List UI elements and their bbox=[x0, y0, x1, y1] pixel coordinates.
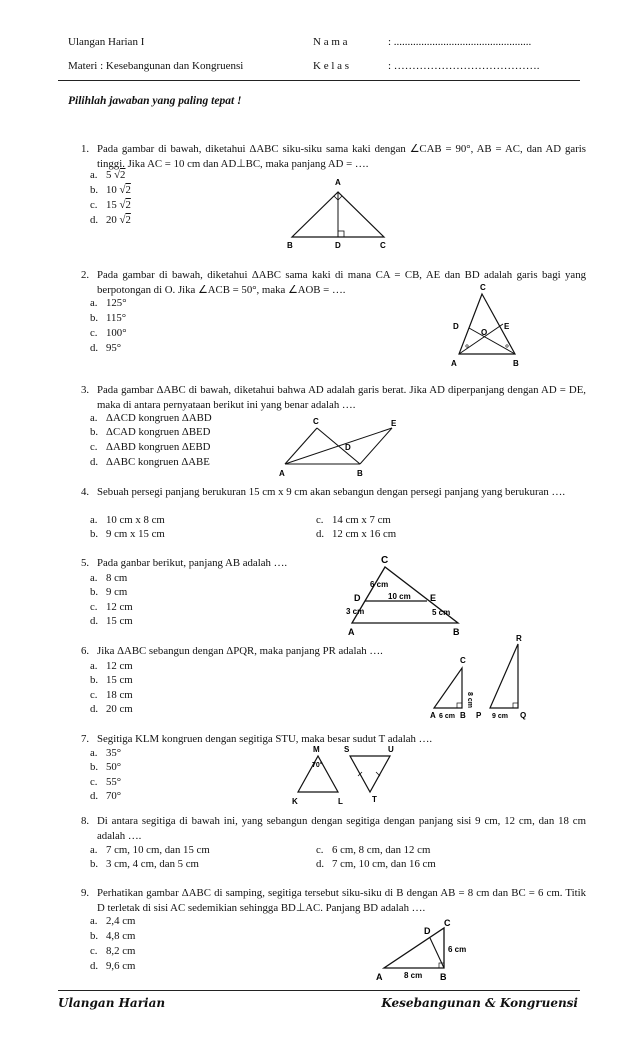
question-3 bbox=[81, 383, 586, 412]
question-text: Pada ganbar berikut, panjang AB adalah …. bbox=[97, 557, 288, 569]
instruction: Pilihlah jawaban yang paling tepat ! bbox=[68, 95, 242, 107]
length-de: 10 cm bbox=[388, 592, 411, 601]
label-c: C bbox=[480, 283, 486, 292]
label-a: A bbox=[376, 972, 383, 982]
header-subject: Materi : Kesebangunan dan Kongruensi bbox=[68, 60, 244, 72]
length-eb: 5 cm bbox=[432, 608, 451, 617]
option-2b: b. 115° bbox=[90, 312, 127, 324]
label-d: D bbox=[453, 322, 459, 331]
label-r: R bbox=[516, 634, 522, 643]
class-label: K e l a s bbox=[313, 60, 350, 72]
label-e: E bbox=[430, 593, 437, 603]
option-3a: a. ΔACD kongruen ΔABD bbox=[90, 412, 212, 424]
label-e: E bbox=[504, 322, 510, 331]
option-1c: c. 15 √2 bbox=[90, 199, 131, 211]
question-text: Pada gambar di bawah, diketahui ΔABC sama kaki di mana CA = CB, AE dan BD adalah garis bagi yang berpotongan di O. Jika ∠ACB = 50°, maka ∠AOB = …. bbox=[97, 269, 586, 296]
label-d: D bbox=[335, 241, 341, 250]
label-b: B bbox=[460, 711, 466, 720]
label-m: M bbox=[313, 745, 320, 754]
figure-q2-triangle bbox=[445, 280, 525, 370]
option-7b: b. 50° bbox=[90, 761, 122, 773]
question-number: 8. bbox=[81, 815, 90, 827]
label-b: B bbox=[287, 241, 293, 250]
length-cd: 6 cm bbox=[370, 580, 389, 589]
figure-q5-triangle bbox=[340, 553, 470, 639]
name-field: : .................................................. bbox=[388, 36, 532, 48]
option-3d: d. ΔABC kongruen ΔABE bbox=[90, 456, 210, 468]
label-b: B bbox=[440, 972, 447, 982]
label-a: A bbox=[279, 469, 285, 478]
header-title: Ulangan Harian I bbox=[68, 36, 145, 48]
label-c: C bbox=[313, 417, 319, 426]
footer-left: Ulangan Harian bbox=[58, 996, 166, 1010]
label-a: A bbox=[335, 178, 341, 187]
question-number: 3. bbox=[81, 384, 90, 396]
label-a: A bbox=[451, 359, 457, 368]
option-9d: d. 9,6 cm bbox=[90, 960, 136, 972]
label-d: D bbox=[354, 593, 361, 603]
option-5d: d. 15 cm bbox=[90, 615, 133, 627]
question-text: Segitiga KLM kongruen dengan segitiga STU, maka besar sudut T adalah …. bbox=[97, 733, 433, 745]
length-ad: 3 cm bbox=[346, 607, 365, 616]
label-k: K bbox=[292, 797, 298, 806]
label-d: D bbox=[424, 926, 431, 936]
question-number: 1. bbox=[81, 143, 90, 155]
label-p: P bbox=[476, 711, 482, 720]
option-3b: b. ΔCAD kongruen ΔBED bbox=[90, 426, 211, 438]
option-1b: b. 10 √2 bbox=[90, 184, 131, 196]
option-2a: a. 125° bbox=[90, 297, 127, 309]
question-text: Perhatikan gambar ΔABC di samping, segitiga tersebut siku-siku di B dengan AB = 8 cm dan BC = 6 cm. Titik D terletak di sisi AC sedemikian sehingga BD⊥AC. Panjang BD adalah …. bbox=[97, 887, 586, 914]
option-9c: c. 8,2 cm bbox=[90, 945, 136, 957]
question-8 bbox=[81, 814, 586, 843]
label-a: A bbox=[430, 711, 436, 720]
question-number: 9. bbox=[81, 887, 90, 899]
name-label: N a m a bbox=[313, 36, 348, 48]
question-number: 7. bbox=[81, 733, 90, 745]
label-u: U bbox=[388, 745, 394, 754]
figure-q1-triangle bbox=[280, 170, 400, 250]
option-1a: a. 5 √2 bbox=[90, 169, 126, 181]
length-ab: 8 cm bbox=[404, 971, 423, 980]
option-8a: a. 7 cm, 10 cm, dan 15 cm bbox=[90, 844, 210, 856]
label-b: B bbox=[357, 469, 363, 478]
length-bc: 8 cm bbox=[466, 692, 473, 708]
option-8d: d. 7 cm, 10 cm, dan 16 cm bbox=[316, 858, 436, 870]
option-4b: b. 9 cm x 15 cm bbox=[90, 528, 165, 540]
label-s: S bbox=[344, 745, 350, 754]
option-9b: b. 4,8 cm bbox=[90, 930, 136, 942]
question-5 bbox=[81, 556, 586, 571]
option-4a: a. 10 cm x 8 cm bbox=[90, 514, 165, 526]
option-6a: a. 12 cm bbox=[90, 660, 133, 672]
option-6d: d. 20 cm bbox=[90, 703, 133, 715]
option-5a: a. 8 cm bbox=[90, 572, 128, 584]
option-3c: c. ΔABD kongruen ΔEBD bbox=[90, 441, 211, 453]
option-7c: c. 55° bbox=[90, 776, 122, 788]
footer-right: Kesebangunan & Kongruensi bbox=[381, 996, 578, 1010]
option-5c: c. 12 cm bbox=[90, 601, 133, 613]
question-text: Jika ΔABC sebangun dengan ΔPQR, maka panjang PR adalah …. bbox=[97, 645, 383, 657]
option-2d: d. 95° bbox=[90, 342, 122, 354]
option-6c: c. 18 cm bbox=[90, 689, 133, 701]
label-o: O bbox=[481, 328, 488, 337]
figure-q7-triangles bbox=[288, 744, 406, 808]
angle-m: 70° bbox=[312, 762, 323, 769]
label-d: D bbox=[345, 443, 351, 452]
figure-q6-triangles bbox=[428, 632, 538, 724]
label-a: A bbox=[348, 627, 355, 637]
question-text: Sebuah persegi panjang berukuran 15 cm x 9 cm akan sebangun dengan persegi panjang yang berukuran …. bbox=[97, 486, 566, 498]
option-7a: a. 35° bbox=[90, 747, 122, 759]
label-l: L bbox=[338, 797, 343, 806]
length-pq: 9 cm bbox=[492, 713, 508, 720]
label-c: C bbox=[380, 241, 386, 250]
label-q: Q bbox=[520, 711, 527, 720]
question-number: 4. bbox=[81, 486, 90, 498]
question-1 bbox=[81, 142, 586, 171]
label-c: C bbox=[444, 918, 451, 928]
label-t: T bbox=[372, 795, 377, 804]
option-8c: c. 6 cm, 8 cm, dan 12 cm bbox=[316, 844, 431, 856]
option-4c: c. 14 cm x 7 cm bbox=[316, 514, 391, 526]
option-4d: d. 12 cm x 16 cm bbox=[316, 528, 397, 540]
option-9a: a. 2,4 cm bbox=[90, 915, 136, 927]
label-b: B bbox=[513, 359, 519, 368]
length-ab: 6 cm bbox=[439, 713, 455, 720]
question-number: 5. bbox=[81, 557, 90, 569]
option-2c: c. 100° bbox=[90, 327, 127, 339]
question-number: 2. bbox=[81, 269, 90, 281]
header-divider bbox=[58, 80, 580, 81]
figure-q9-triangle bbox=[370, 916, 480, 984]
label-c: C bbox=[381, 555, 389, 566]
question-9 bbox=[81, 886, 586, 915]
option-7d: d. 70° bbox=[90, 790, 122, 802]
option-6b: b. 15 cm bbox=[90, 674, 133, 686]
question-text: Pada gambar ΔABC di bawah, diketahui bahwa AD adalah garis berat. Jika AD diperpanjang dengan AD = DE, maka di antara pernyataan berikut ini yang benar adalah …. bbox=[97, 384, 586, 411]
question-4 bbox=[81, 485, 586, 500]
option-1d: d. 20 √2 bbox=[90, 214, 131, 226]
option-8b: b. 3 cm, 4 cm, dan 5 cm bbox=[90, 858, 199, 870]
option-5b: b. 9 cm bbox=[90, 586, 128, 598]
length-bc: 6 cm bbox=[448, 945, 467, 954]
question-text: Pada gambar di bawah, diketahui ΔABC siku-siku sama kaki dengan ∠CAB = 90°, AB = AC, dan AD garis tinggi. Jika AC = 10 cm dan AD⊥BC, maka panjang AD = …. bbox=[97, 143, 586, 170]
figure-q3-triangle bbox=[275, 412, 405, 480]
label-b: B bbox=[453, 627, 460, 637]
label-e: E bbox=[391, 419, 397, 428]
question-text: Di antara segitiga di bawah ini, yang sebangun dengan segitiga dengan panjang sisi 9 cm, 12 cm, dan 18 cm adalah …. bbox=[97, 815, 586, 842]
question-number: 6. bbox=[81, 645, 90, 657]
label-c: C bbox=[460, 656, 466, 665]
footer-divider bbox=[58, 990, 580, 991]
class-field: : …………………………………. bbox=[388, 60, 540, 72]
